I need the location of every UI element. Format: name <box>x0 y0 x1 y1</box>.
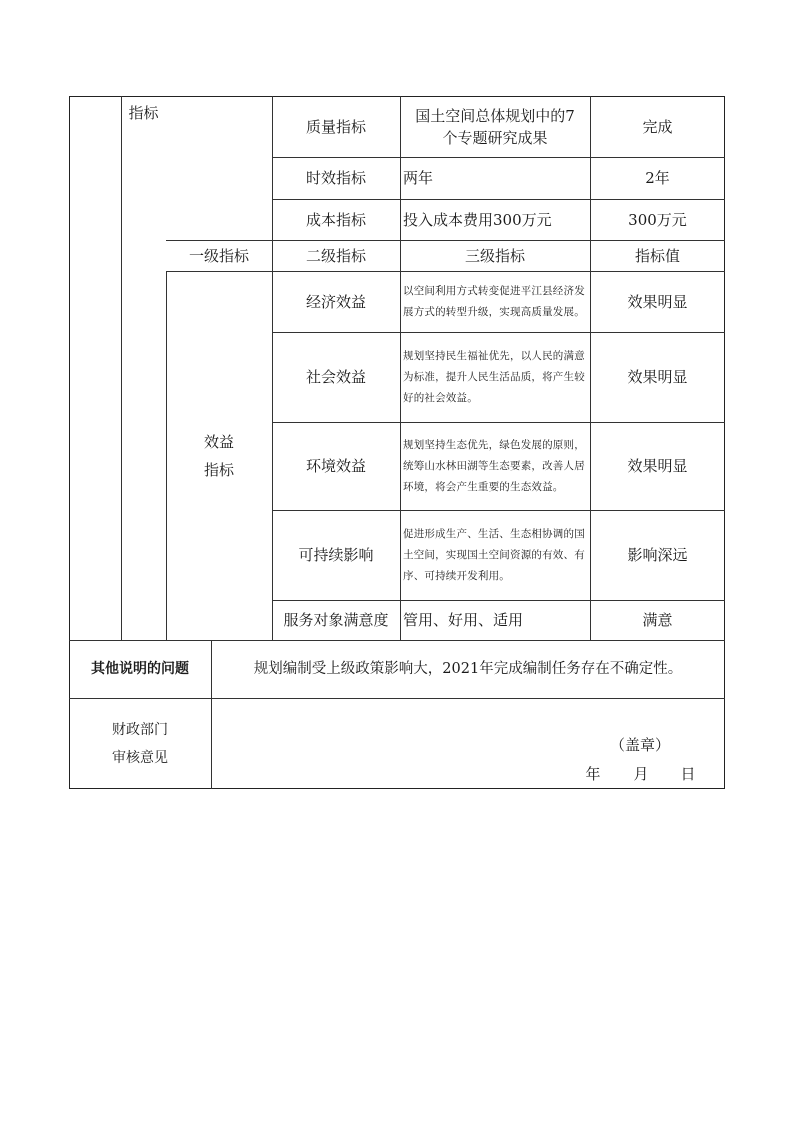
header-level2: 二级指标 <box>305 246 366 265</box>
date-year: 年 <box>585 765 601 783</box>
header-level1: 一级指标 <box>188 246 249 265</box>
level3-cell: 促进形成生产、生活、生态相协调的国土空间，实现国土空间资源的有效、有序、可持续开发利用。 <box>403 527 585 582</box>
level2-cell: 服务对象满意度 <box>283 611 389 629</box>
benefit-indicator-label: 效益 指标 <box>203 432 234 479</box>
level2-cell: 环境效益 <box>305 457 366 475</box>
level3-cell: 规划坚持生态优先，绿色发展的原则，统筹山水林田湖等生态要素，改善人居环境，将会产生重要的生态效益。 <box>403 438 585 493</box>
finance-review-label: 财政部门 审核意见 <box>112 721 168 766</box>
level3-cell: 管用、好用、适用 <box>403 611 524 629</box>
level3-cell: 投入成本费用300万元 <box>403 210 552 229</box>
value-cell: 影响深远 <box>627 546 688 564</box>
value-cell: 满意 <box>642 611 673 629</box>
level3-cell: 规划坚持民生福祉优先，以人民的满意为标准，提升人民生活品质，将产生较好的社会效益。 <box>403 349 585 404</box>
level3-cell: 国土空间总体规划中的7 个专题研究成果 <box>415 106 575 147</box>
level2-cell: 社会效益 <box>305 368 366 386</box>
other-issues-text: 规划编制受上级政策影响大，2021年完成编制任务存在不确定性。 <box>253 661 683 677</box>
value-cell: 效果明显 <box>627 292 688 311</box>
level2-cell: 时效指标 <box>305 169 366 187</box>
date-day: 日 <box>680 765 696 783</box>
value-cell: 300万元 <box>628 210 687 229</box>
level2-cell: 质量指标 <box>305 117 366 136</box>
header-level3: 三级指标 <box>464 246 525 265</box>
value-cell: 效果明显 <box>627 368 688 386</box>
seal-text: （盖章） <box>609 736 670 754</box>
level2-cell: 成本指标 <box>305 210 366 229</box>
value-cell: 2年 <box>645 169 670 187</box>
value-cell: 完成 <box>642 117 673 136</box>
indicator-column-label: 指标 <box>128 104 159 122</box>
grid-line <box>121 96 122 640</box>
other-issues-label: 其他说明的问题 <box>91 661 189 677</box>
level3-cell: 以空间利用方式转变促进平江县经济发展方式的转型升级，实现高质量发展。 <box>403 284 585 318</box>
date-month: 月 <box>633 765 649 783</box>
level3-cell: 两年 <box>403 169 434 187</box>
header-value: 指标值 <box>634 246 680 265</box>
level2-cell: 经济效益 <box>305 292 366 311</box>
level2-cell: 可持续影响 <box>298 546 374 564</box>
value-cell: 效果明显 <box>627 457 688 475</box>
